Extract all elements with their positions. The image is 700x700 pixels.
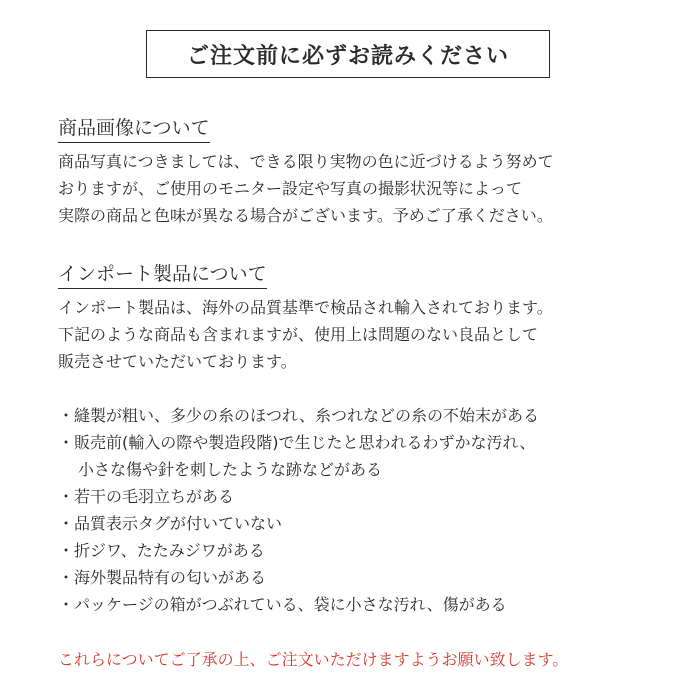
list-item-text: ・パッケージの箱がつぶれている、袋に小さな汚れ、傷がある — [58, 595, 507, 614]
list-item — [58, 591, 539, 618]
section-title-product-images: 商品画像について — [58, 116, 210, 143]
list-item-text: ・品質表示タグが付いていない — [58, 514, 283, 533]
closing-note: これらについてご了承の上、ご注文いただけますようお願い致します。 — [58, 650, 569, 669]
body-line: 販売させていただいております。 — [58, 352, 297, 371]
import-conditions-list — [58, 402, 539, 618]
list-item — [58, 537, 539, 564]
list-item-text: ・縫製が粗い、多少の糸のほつれ、糸つれなどの糸の不始末がある — [58, 406, 539, 425]
notice-title: ご注文前に必ずお読みください — [186, 43, 509, 69]
notice-header-box — [146, 30, 550, 78]
list-item-text: ・販売前(輸入の際や製造段階)で生じたと思われるわずかな汚れ、 — [58, 433, 536, 452]
list-item-text: ・若干の毛羽立ちがある — [58, 487, 235, 506]
list-item — [58, 483, 539, 510]
body-line: インポート製品は、海外の品質基準で検品され輸入されております。 — [58, 298, 553, 317]
list-item-text: ・折ジワ、たたみジワがある — [58, 541, 265, 560]
list-item-text: ・海外製品特有の匂いがある — [58, 568, 267, 587]
list-item — [58, 564, 539, 591]
body-line: おりますが、ご使用のモニター設定や写真の撮影状況等によって — [58, 179, 523, 198]
body-line: 商品写真につきましては、できる限り実物の色に近づけるよう努めて — [58, 152, 554, 171]
section-body-product-images — [58, 148, 554, 229]
list-item — [58, 429, 539, 483]
section-body-import-products — [58, 294, 553, 375]
list-item-continuation: 小さな傷や針を刺したような跡などがある — [78, 460, 383, 479]
list-item — [58, 510, 539, 537]
body-line: 下記のような商品も含まれますが、使用上は問題のない良品として — [58, 325, 539, 344]
body-line: 実際の商品と色味が異なる場合がございます。予めご了承ください。 — [58, 206, 553, 225]
list-item — [58, 402, 539, 429]
section-title-import-products: インポート製品について — [58, 262, 267, 289]
